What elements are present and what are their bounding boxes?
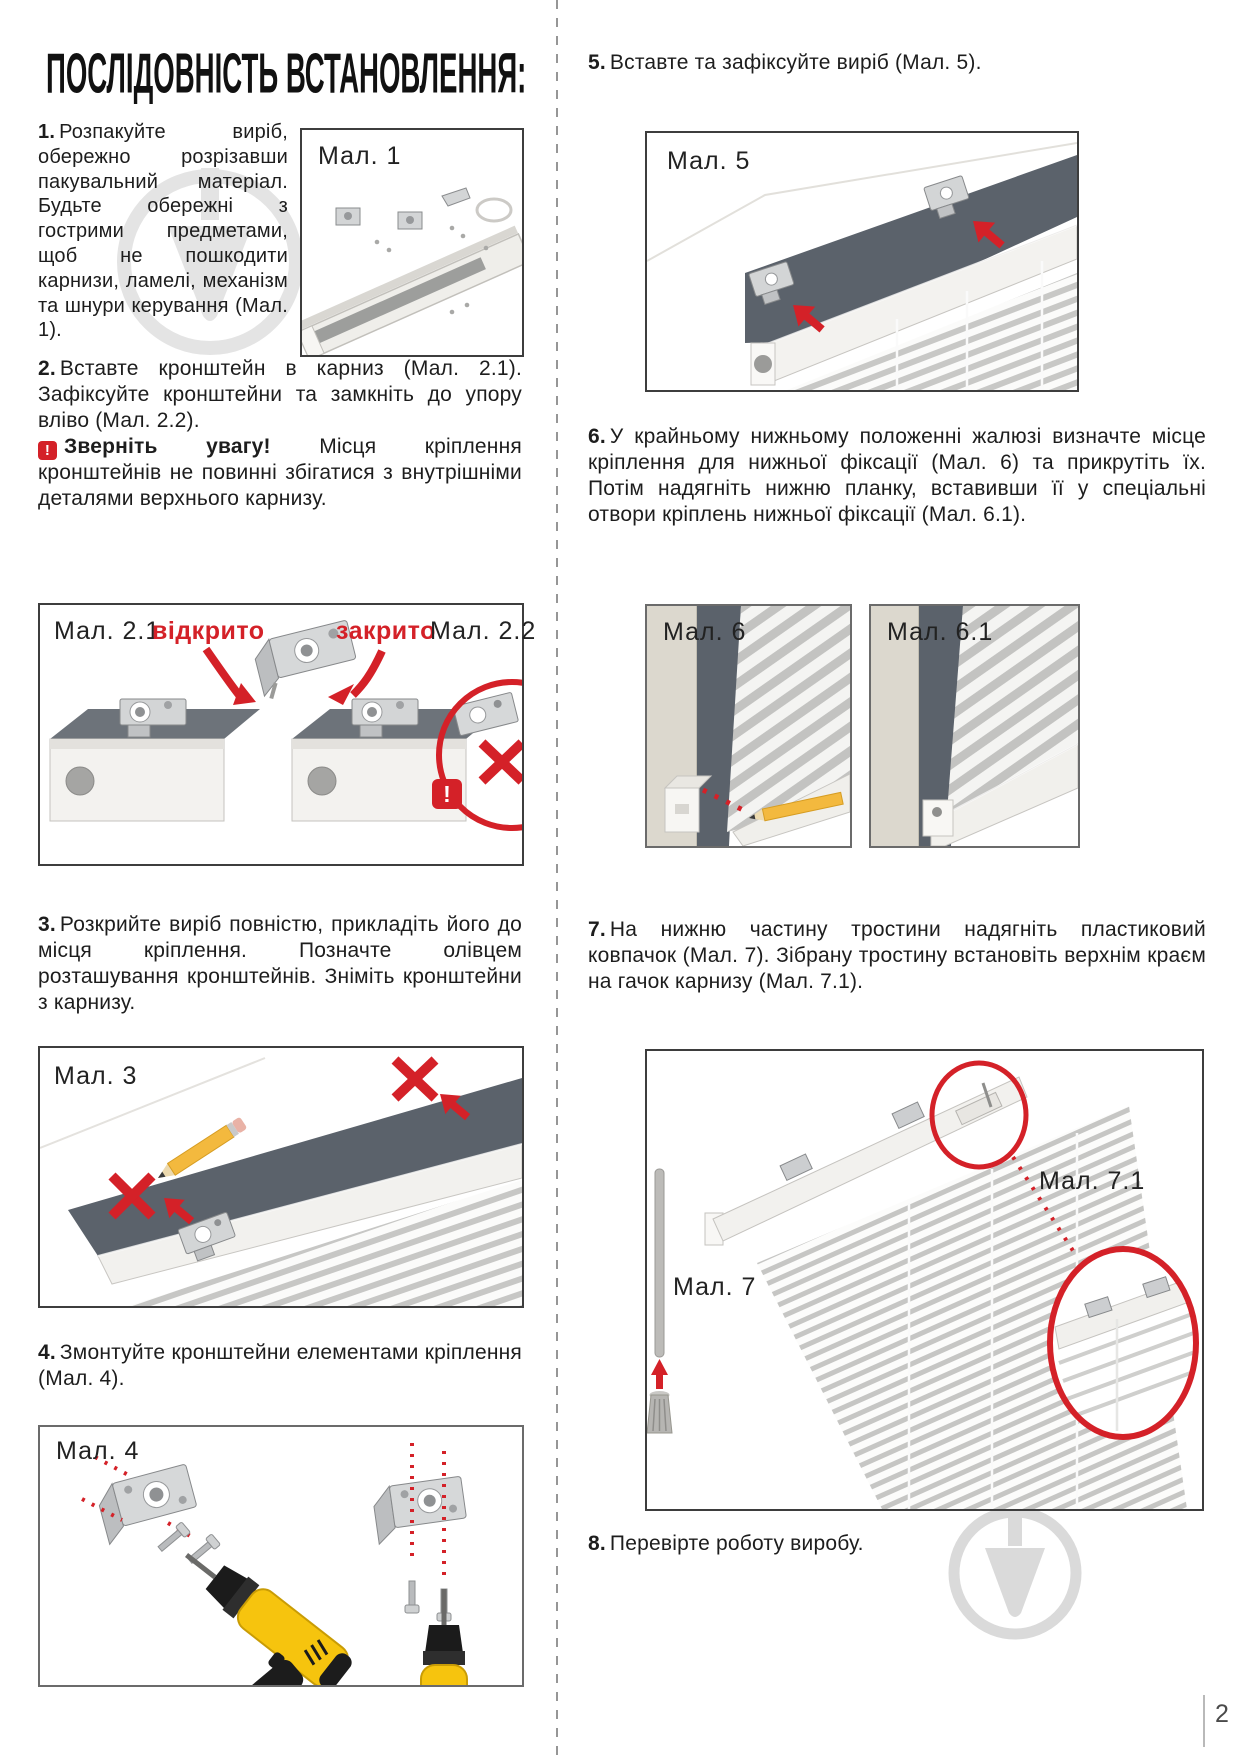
page-title: ПОСЛІДОВНІСТЬ ВСТАНОВЛЕННЯ: xyxy=(46,41,527,105)
figure-2-open-label: відкрито xyxy=(152,617,265,645)
warning-icon: ! xyxy=(38,441,57,460)
step-7-number: 7. xyxy=(588,918,606,941)
warning-text: Місця кріплення кронштейнів не повинні збігатися з внутрішніми деталями верхнього карнизу. xyxy=(38,435,522,511)
figure-2-2-label: Мал. 2.2 xyxy=(430,617,537,645)
column-divider xyxy=(556,0,558,1760)
figure-6-1-label: Мал. 6.1 xyxy=(887,618,994,646)
figure-5-box xyxy=(645,131,1079,392)
step-6 xyxy=(588,424,1206,528)
step-5-text: Вставте та зафіксуйте виріб (Мал. 5). xyxy=(609,51,982,74)
step-4-number: 4. xyxy=(38,1341,56,1364)
warning-icon: ! xyxy=(432,779,462,809)
figure-2-box xyxy=(38,603,537,866)
figure-1-box xyxy=(300,128,524,357)
step-8-text: Перевірте роботу виробу. xyxy=(609,1532,864,1555)
warning-label: Зверніть увагу! xyxy=(64,435,271,459)
step-4-text: Змонтуйте кронштейни елементами кріплення (Мал. 4). xyxy=(38,1341,522,1391)
step-5 xyxy=(588,50,1206,76)
figure-4-box xyxy=(38,1425,524,1687)
figure-7-label: Мал. 7 xyxy=(673,1273,757,1301)
step-2 xyxy=(38,356,522,512)
figure-6-label: Мал. 6 xyxy=(663,618,747,646)
page-number-rule xyxy=(1203,1695,1205,1747)
warning-note xyxy=(38,434,522,512)
step-6-text: У крайньому нижньому положенні жалюзі визначте місце кріплення для нижньої фіксації (Мал. 6) та прикрутіть їх. Потім надягніть нижню планку, вставивши її у спеціальні отвори кріплень нижньої фіксації (Мал. 6.1). xyxy=(588,425,1206,527)
step-7-text: На нижню частину тростини надягніть пластиковий ковпачок (Мал. 7). Зібрану тростину встановіть верхнім краєм на гачок карнизу (Мал. 7.1). xyxy=(588,918,1206,994)
figure-3-label: Мал. 3 xyxy=(54,1062,138,1090)
step-2-text: Вставте кронштейн в карниз (Мал. 2.1). Зафіксуйте кронштейни та замкніть до упору вліво (Мал. 2.2). xyxy=(38,357,522,433)
figure-1-label: Мал. 1 xyxy=(318,142,402,170)
step-8 xyxy=(588,1531,1206,1557)
figure-2-1-label: Мал. 2.1 xyxy=(54,617,161,645)
step-4 xyxy=(38,1340,522,1392)
step-1-text: Розпакуйте виріб, обережно розрізавши пакувальний матеріал. Будьте обережні з гострими предметами, щоб не пошкодити карнизи, ламелі, механізм та шнури керування (Мал. 1). xyxy=(38,121,288,342)
figure-6-1-box xyxy=(869,604,1080,848)
step-3 xyxy=(38,912,522,1016)
figure-3-box xyxy=(38,1046,524,1308)
page-number: 2 xyxy=(1215,1700,1229,1728)
figure-7-1-label: Мал. 7.1 xyxy=(1039,1167,1146,1195)
step-1 xyxy=(38,120,288,343)
step-3-number: 3. xyxy=(38,913,56,936)
step-5-number: 5. xyxy=(588,51,606,74)
step-7 xyxy=(588,917,1206,995)
figure-6-box xyxy=(645,604,852,848)
step-3-text: Розкрийте виріб повністю, прикладіть його до місця кріплення. Позначте олівцем розташування кронштейнів. Зніміть кронштейни з карнизу. xyxy=(38,913,522,1015)
figure-4-label: Мал. 4 xyxy=(56,1437,140,1465)
step-2-number: 2. xyxy=(38,357,56,380)
step-6-number: 6. xyxy=(588,425,606,448)
figure-7-box xyxy=(645,1049,1204,1511)
step-1-number: 1. xyxy=(38,121,56,143)
step-8-number: 8. xyxy=(588,1532,606,1555)
figure-5-label: Мал. 5 xyxy=(667,147,751,175)
figure-2-closed-label: закрито xyxy=(336,617,436,645)
watermark-logo xyxy=(940,1498,1090,1658)
